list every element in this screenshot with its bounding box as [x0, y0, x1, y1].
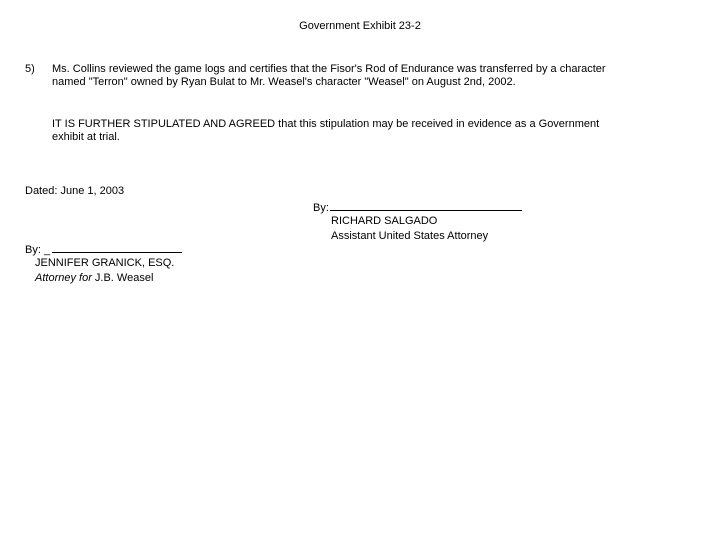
- government-signature-line: [313, 200, 522, 214]
- defense-by-label: By: _: [25, 244, 51, 256]
- page-title: Government Exhibit 23-2: [299, 20, 421, 32]
- government-by-label: By:: [313, 202, 329, 214]
- defense-signature-line: [25, 242, 182, 256]
- stipulation-paragraph: [52, 118, 599, 144]
- paragraph-number: 5): [25, 63, 35, 75]
- stipulation-line-2: exhibit at trial.: [52, 131, 120, 143]
- paragraph-line-2: named "Terron" owned by Ryan Bulat to Mr. Weasel's character "Weasel" on August 2nd, 2002.: [52, 76, 516, 88]
- defense-title-rest: J.B. Weasel: [91, 272, 154, 284]
- defense-signer-name: JENNIFER GRANICK, ESQ.: [35, 257, 175, 269]
- government-signature-blank: [330, 200, 522, 211]
- stipulation-line-1: IT IS FURTHER STIPULATED AND AGREED that this stipulation may be received in evidence as a Government: [52, 118, 600, 130]
- defense-signer-title: [35, 272, 153, 284]
- dated-line: Dated: June 1, 2003: [25, 185, 125, 197]
- defense-signature-blank: [52, 242, 182, 253]
- paragraph-text: [52, 63, 606, 89]
- defense-title-italic: Attorney for: [35, 272, 92, 284]
- paragraph-line-1: Ms. Collins reviewed the game logs and certifies that the Fisor's Rod of Endurance was transferred by a character: [52, 63, 606, 75]
- government-signer-title: Assistant United States Attorney: [331, 230, 489, 242]
- government-signer-name: RICHARD SALGADO: [331, 215, 438, 227]
